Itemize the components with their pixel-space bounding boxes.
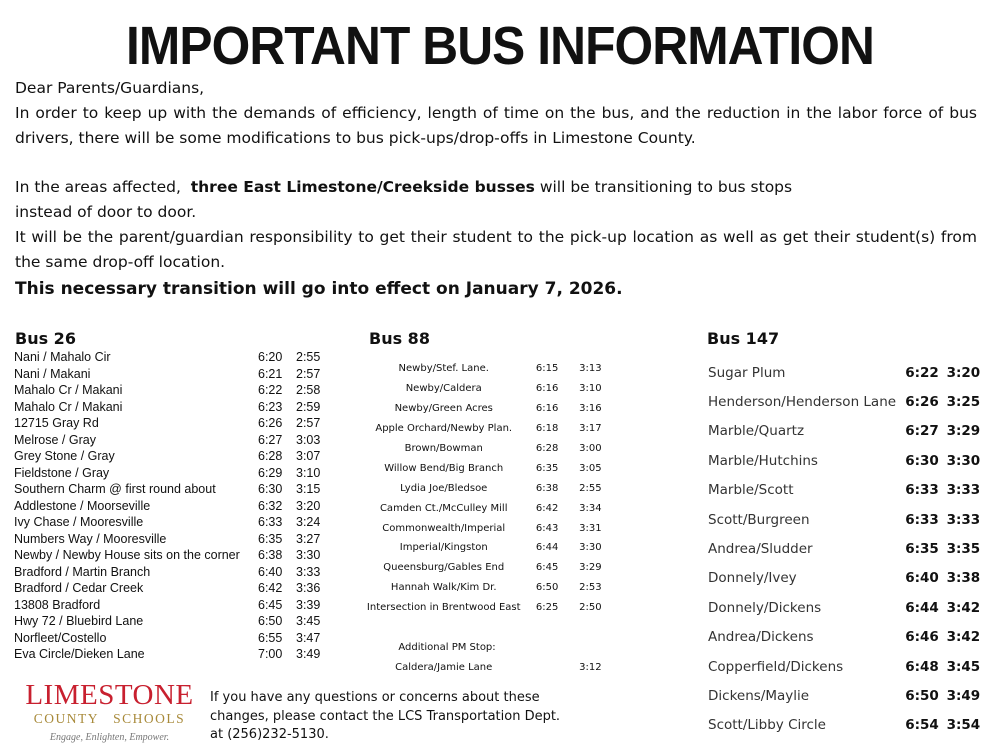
- pm-time: 3:30: [946, 452, 981, 469]
- am-time: 6:35: [258, 531, 283, 546]
- stop-row: [14, 481, 334, 498]
- pm-time: 3:17: [579, 423, 602, 435]
- stop-row: [708, 623, 988, 652]
- p2-pre: In the areas affected,: [15, 178, 191, 197]
- stop-location: Imperial/Kingston: [399, 542, 488, 554]
- am-time: 6:16: [535, 383, 559, 395]
- am-time: 6:22: [905, 364, 939, 381]
- stop-row: [14, 564, 334, 581]
- stop-location: Copperfield/Dickens: [708, 658, 844, 675]
- stop-row: [14, 613, 334, 630]
- am-time: 6:35: [535, 462, 559, 474]
- stop-row: [14, 349, 334, 366]
- am-time: 6:15: [535, 363, 559, 375]
- pm-time: 2:55: [296, 350, 321, 365]
- am-time: 6:33: [905, 511, 939, 528]
- am-time: 6:22: [258, 383, 283, 398]
- paragraph-3: It will be the parent/guardian responsibility to get their student to the pick-up location as well as get their student(s) from the same drop-off location.: [15, 227, 977, 271]
- pm-time: 3:03: [296, 432, 321, 447]
- stop-row: [362, 439, 612, 459]
- stop-row: [708, 417, 988, 446]
- pm-time: 3:35: [946, 541, 981, 558]
- am-time: 6:30: [258, 482, 283, 497]
- pm-time: 2:53: [579, 582, 602, 594]
- pm-time: 3:54: [946, 717, 981, 734]
- paragraph-2: [15, 175, 977, 200]
- am-time: 6:38: [258, 548, 283, 563]
- stop-location: 12715 Gray Rd: [14, 416, 99, 431]
- am-time: 6:32: [258, 498, 283, 513]
- stop-location: Caldera/Jamie Lane: [395, 661, 493, 673]
- pm-time: 3:00: [579, 443, 602, 454]
- am-time: 6:54: [905, 717, 939, 734]
- paragraph-1: In order to keep up with the demands of efficiency, length of time on the bus, and the reduction in the labor force of bus drivers, there will be some modifications to bus pick-ups/drop-offs in Limestone County.: [15, 103, 977, 147]
- bus-88-heading: Bus 88: [369, 329, 430, 348]
- stop-row: [14, 415, 334, 432]
- effective-date: This necessary transition will go into effect on January 7, 2026.: [15, 278, 623, 299]
- stop-location: 13808 Bradford: [14, 597, 101, 612]
- am-time: 6:33: [905, 482, 939, 499]
- stop-location: Norfleet/Costello: [14, 630, 107, 645]
- stop-row: [14, 382, 334, 399]
- stop-location: Intersection in Brentwood East: [366, 602, 521, 614]
- am-time: 6:23: [258, 399, 283, 414]
- stop-location: Nani / Makani: [14, 366, 91, 381]
- additional-label: Additional PM Stop:: [398, 641, 496, 653]
- spacer: [362, 618, 612, 638]
- am-time: 6:42: [258, 581, 283, 596]
- stop-location: Mahalo Cr / Makani: [14, 399, 123, 414]
- am-time: 6:28: [258, 449, 283, 464]
- stop-location: Hwy 72 / Bluebird Lane: [14, 614, 144, 629]
- stop-row: [14, 597, 334, 614]
- pm-time: 3:36: [296, 581, 321, 596]
- stop-location: Commonwealth/Imperial: [382, 522, 506, 534]
- am-time: 6:40: [905, 570, 939, 587]
- stop-row: [14, 547, 334, 564]
- bus-88-schedule: [362, 359, 612, 677]
- am-time: 6:38: [535, 482, 559, 494]
- pm-time: 3:45: [296, 614, 321, 629]
- pm-time: 3:15: [296, 482, 321, 497]
- am-time: 6:25: [535, 602, 559, 614]
- stop-location: Newby/Caldera: [405, 383, 482, 395]
- p2-bold: three East Limestone/Creekside busses: [190, 178, 535, 197]
- am-time: 6:26: [258, 416, 283, 431]
- stop-row: [362, 558, 612, 578]
- pm-time: 3:25: [946, 394, 981, 411]
- am-time: 6:21: [258, 366, 283, 381]
- pm-time: 3:27: [296, 531, 321, 546]
- contact-line: changes, please contact the LCS Transportation Dept.: [210, 708, 561, 724]
- pm-time: 3:16: [579, 403, 602, 415]
- stop-location: Newby/Green Acres: [394, 403, 493, 415]
- stop-location: Bradford / Cedar Creek: [14, 581, 144, 596]
- stop-location: Brown/Bowman: [404, 443, 483, 454]
- pm-time: 3:42: [946, 599, 981, 616]
- stop-location: Fieldstone / Gray: [14, 465, 110, 480]
- pm-time: 3:13: [579, 363, 602, 375]
- pm-time: 3:05: [579, 462, 602, 474]
- bus-147-heading: Bus 147: [707, 329, 780, 348]
- stop-location: Hannah Walk/Kim Dr.: [390, 582, 497, 594]
- stop-location: Marble/Scott: [708, 482, 794, 499]
- pm-time: 3:29: [579, 562, 602, 574]
- am-time: 6:26: [905, 394, 939, 411]
- pm-time: 3:39: [296, 597, 321, 612]
- stop-row: [14, 399, 334, 416]
- page-title: IMPORTANT BUS INFORMATION: [126, 16, 874, 76]
- stop-location: Queensburg/Gables End: [383, 562, 505, 574]
- pm-time: 3:10: [296, 465, 321, 480]
- pm-time: 3:12: [579, 661, 602, 673]
- am-time: 6:50: [258, 614, 283, 629]
- stop-row: [14, 465, 334, 482]
- stop-row: [362, 578, 612, 598]
- pm-time: 3:33: [946, 511, 981, 528]
- stop-row: [708, 446, 988, 475]
- bus-26-schedule: [14, 349, 334, 663]
- am-time: 7:00: [258, 647, 283, 662]
- stop-location: Ivy Chase / Mooresville: [14, 515, 144, 530]
- stop-row: [708, 652, 988, 681]
- stop-location: Marble/Hutchins: [708, 452, 818, 469]
- pm-time: 2:55: [579, 482, 602, 494]
- am-time: 6:44: [905, 599, 939, 616]
- stop-row: [708, 358, 988, 387]
- pm-time: 3:33: [296, 564, 321, 579]
- stop-row: [708, 505, 988, 534]
- stop-row: [708, 476, 988, 505]
- stop-row: [14, 432, 334, 449]
- pm-time: 3:29: [946, 423, 981, 440]
- pm-time: 3:34: [579, 502, 602, 514]
- pm-time: 3:30: [579, 542, 602, 554]
- pm-time: 3:20: [946, 364, 981, 381]
- stop-row: [14, 580, 334, 597]
- logo-tagline: Engage, Enlighten, Empower.: [49, 732, 170, 743]
- pm-time: 3:07: [296, 449, 321, 464]
- stop-row: [362, 518, 612, 538]
- am-time: 6:46: [905, 629, 939, 646]
- stop-location: Grey Stone / Gray: [14, 449, 115, 464]
- am-time: 6:35: [905, 541, 939, 558]
- contact-info: [210, 689, 560, 745]
- stop-row: [708, 534, 988, 563]
- stop-row: [14, 531, 334, 548]
- am-time: 6:50: [905, 687, 939, 704]
- stop-row: [362, 419, 612, 439]
- logo-title: LIMESTONE: [25, 679, 194, 711]
- pm-time: 3:47: [296, 630, 321, 645]
- am-time: 6:50: [535, 582, 559, 594]
- stop-row: [362, 399, 612, 419]
- pm-time: 3:38: [946, 570, 981, 587]
- stop-location: Sugar Plum: [708, 364, 786, 381]
- pm-time: 3:31: [579, 522, 602, 534]
- stop-row: [362, 379, 612, 399]
- pm-time: 3:24: [296, 515, 321, 530]
- letter-body: [15, 76, 977, 301]
- stop-row: [362, 478, 612, 498]
- stop-location: Scott/Libby Circle: [708, 717, 826, 734]
- pm-time: 2:57: [296, 416, 321, 431]
- pm-time: 2:58: [296, 383, 321, 398]
- pm-time: 3:49: [946, 687, 981, 704]
- stop-location: Scott/Burgreen: [708, 511, 810, 528]
- am-time: 6:30: [905, 452, 939, 469]
- stop-row: [14, 646, 334, 663]
- stop-location: Henderson/Henderson Lane: [708, 394, 897, 411]
- stop-location: Numbers Way / Mooresville: [14, 531, 167, 546]
- stop-row: [708, 681, 988, 710]
- am-time: 6:33: [258, 515, 283, 530]
- am-time: 6:48: [905, 658, 939, 675]
- pm-time: 3:49: [296, 647, 321, 662]
- stop-location: Bradford / Martin Branch: [14, 564, 151, 579]
- am-time: 6:40: [258, 564, 283, 579]
- stop-row: [708, 564, 988, 593]
- am-time: 6:18: [535, 423, 559, 435]
- stop-row: [708, 387, 988, 416]
- stop-location: Donnely/Ivey: [708, 570, 797, 587]
- pm-time: 3:20: [296, 498, 321, 513]
- pm-time: 2:50: [579, 602, 602, 614]
- stop-row: [362, 458, 612, 478]
- p2-post: will be transitioning to bus stops: [534, 178, 793, 197]
- stop-location: Lydia Joe/Bledsoe: [400, 482, 488, 494]
- pm-time: 3:33: [946, 482, 981, 499]
- stop-row: [362, 598, 612, 618]
- stop-location: Dickens/Maylie: [708, 687, 810, 704]
- stop-row: [14, 630, 334, 647]
- stop-location: Willow Bend/Big Branch: [384, 462, 504, 474]
- pm-time: 3:42: [946, 629, 981, 646]
- pm-time: 2:59: [296, 399, 321, 414]
- stop-location: Newby / Newby House sits on the corner: [14, 548, 240, 563]
- stop-location: Southern Charm @ first round about: [14, 482, 216, 497]
- greeting: Dear Parents/Guardians,: [15, 79, 205, 97]
- am-time: 6:29: [258, 465, 283, 480]
- am-time: 6:20: [258, 350, 283, 365]
- stop-row: [14, 514, 334, 531]
- stop-row: [362, 498, 612, 518]
- stop-location: Marble/Quartz: [708, 423, 805, 440]
- am-time: 6:16: [535, 403, 559, 415]
- am-time: 6:45: [258, 597, 283, 612]
- stop-location: Addlestone / Moorseville: [14, 498, 151, 513]
- am-time: 6:44: [535, 542, 559, 554]
- stop-location: Camden Ct./McCulley Mill: [379, 502, 508, 514]
- pm-time: 3:45: [946, 658, 981, 675]
- stop-location: Mahalo Cr / Makani: [14, 383, 123, 398]
- stop-row: [362, 359, 612, 379]
- bus-26-heading: Bus 26: [15, 329, 76, 348]
- stop-location: Nani / Mahalo Cir: [14, 350, 111, 365]
- am-time: 6:55: [258, 630, 283, 645]
- stop-row: [708, 711, 988, 740]
- logo-subtitle: COUNTY SCHOOLS: [33, 711, 186, 726]
- stop-location: Newby/Stef. Lane.: [398, 363, 489, 375]
- stop-row: [362, 538, 612, 558]
- pm-time: 3:10: [579, 383, 602, 395]
- stop-location: Apple Orchard/Newby Plan.: [375, 423, 513, 435]
- stop-location: Donnely/Dickens: [708, 599, 822, 616]
- am-time: 6:27: [905, 423, 939, 440]
- stop-row: [14, 448, 334, 465]
- contact-line: at (256)232-5130.: [210, 727, 329, 742]
- contact-line: If you have any questions or concerns about these: [210, 690, 540, 705]
- bus-147-schedule: [708, 358, 988, 740]
- pm-time: 2:57: [296, 366, 321, 381]
- am-time: 6:27: [258, 432, 283, 447]
- limestone-logo: [22, 680, 197, 743]
- stop-row: [362, 657, 612, 677]
- paragraph-2-line2: instead of door to door.: [15, 203, 197, 222]
- stop-location: Eva Circle/Dieken Lane: [14, 647, 145, 662]
- pm-time: 3:30: [296, 548, 321, 563]
- am-time: 6:28: [535, 443, 559, 454]
- am-time: 6:42: [535, 502, 559, 514]
- stop-row: [14, 366, 334, 383]
- additional-pm-heading: [362, 637, 612, 657]
- stop-location: Andrea/Dickens: [708, 629, 814, 646]
- stop-location: Andrea/Sludder: [708, 541, 813, 558]
- stop-row: [708, 593, 988, 622]
- am-time: 6:43: [535, 522, 559, 534]
- am-time: 6:45: [535, 562, 559, 574]
- stop-row: [14, 498, 334, 515]
- stop-location: Melrose / Gray: [14, 432, 96, 447]
